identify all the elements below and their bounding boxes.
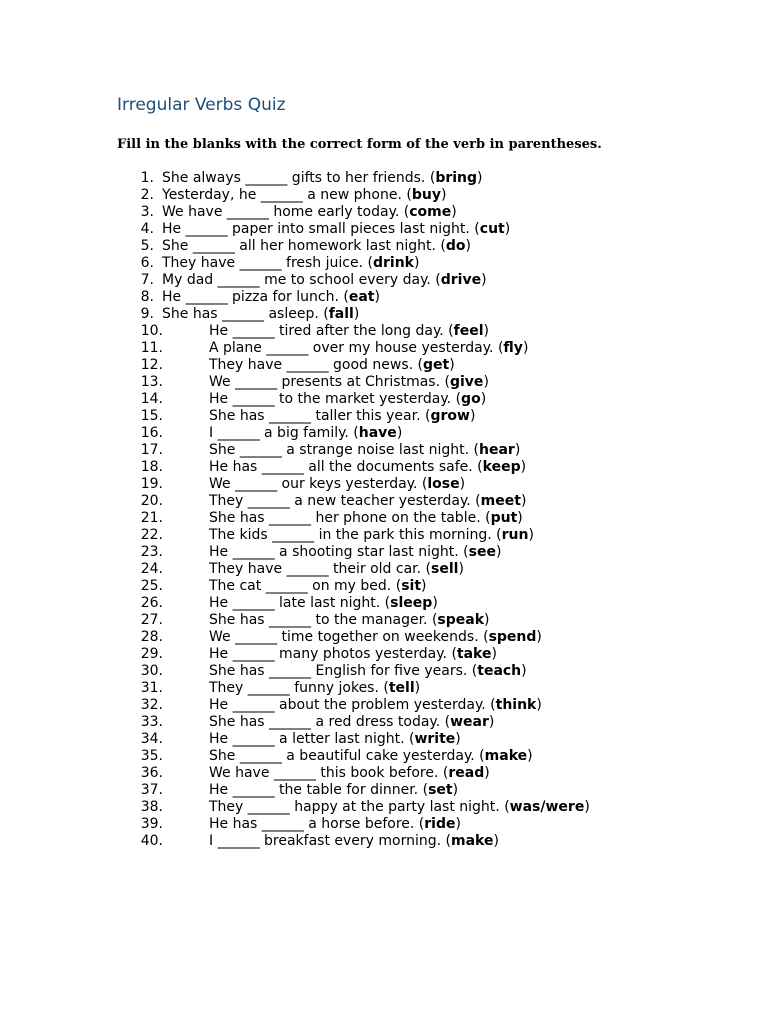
question-verb: spend — [488, 629, 537, 645]
question-text: I ______ a big family. — [209, 425, 349, 441]
question-text: He ______ the table for dinner. — [209, 782, 419, 798]
question-sentence: He ______ pizza for lunch. (eat) — [162, 289, 380, 305]
question-sentence: My dad ______ me to school every day. (drive) — [162, 272, 487, 288]
question-text: The kids ______ in the park this morning. — [209, 527, 492, 543]
question-text: He ______ many photos yesterday. — [209, 646, 447, 662]
question-number: 10. — [140, 323, 163, 339]
question-sentence: She ______ a strange noise last night. (hear) — [209, 442, 521, 458]
question-sentence: They have ______ good news. (get) — [209, 357, 455, 373]
question-sentence: They ______ happy at the party last night. (was/were) — [209, 799, 590, 815]
question-text: They ______ funny jokes. — [209, 680, 379, 696]
question-sentence: She ______ a beautiful cake yesterday. (make) — [209, 748, 533, 764]
question-verb: set — [428, 782, 453, 798]
question-sentence: He has ______ all the documents safe. (keep) — [209, 459, 527, 475]
question-text: Yesterday, he ______ a new phone. — [162, 187, 402, 203]
question-number: 1. — [140, 170, 154, 186]
question-verb: cut — [479, 221, 505, 237]
question-verb: run — [501, 527, 529, 543]
question-sentence: He ______ late last night. (sleep) — [209, 595, 438, 611]
question-number: 33. — [140, 714, 163, 730]
question-number: 4. — [140, 221, 154, 237]
question-sentence: He ______ the table for dinner. (set) — [209, 782, 459, 798]
question-verb: give — [449, 374, 484, 390]
question-number: 14. — [140, 391, 163, 407]
question-sentence: She ______ all her homework last night. (do) — [162, 238, 471, 254]
question-number: 18. — [140, 459, 163, 475]
question-verb: lose — [427, 476, 460, 492]
question-number: 25. — [140, 578, 163, 594]
question-number: 30. — [140, 663, 163, 679]
question-sentence: She has ______ English for five years. (teach) — [209, 663, 527, 679]
question-number: 12. — [140, 357, 163, 373]
question-text: They have ______ good news. — [209, 357, 414, 373]
question-verb: drive — [440, 272, 482, 288]
question-text: They have ______ fresh juice. — [162, 255, 364, 271]
question-verb: sit — [401, 578, 422, 594]
question-sentence: She has ______ taller this year. (grow) — [209, 408, 476, 424]
question-sentence: We ______ our keys yesterday. (lose) — [209, 476, 466, 492]
question-number: 32. — [140, 697, 163, 713]
question-sentence: He ______ a shooting star last night. (see) — [209, 544, 502, 560]
question-sentence: A plane ______ over my house yesterday. (fly) — [209, 340, 529, 356]
question-text: A plane ______ over my house yesterday. — [209, 340, 494, 356]
question-sentence: The cat ______ on my bed. (sit) — [209, 578, 427, 594]
question-verb: write — [414, 731, 456, 747]
question-text: He ______ about the problem yesterday. — [209, 697, 486, 713]
question-number: 39. — [140, 816, 163, 832]
question-sentence: We have ______ home early today. (come) — [162, 204, 457, 220]
question-verb: feel — [453, 323, 484, 339]
question-verb: do — [445, 238, 466, 254]
question-sentence: He ______ tired after the long day. (feel) — [209, 323, 489, 339]
question-verb: read — [448, 765, 485, 781]
question-number: 38. — [140, 799, 163, 815]
question-text: She always ______ gifts to her friends. — [162, 170, 426, 186]
question-number: 20. — [140, 493, 163, 509]
question-sentence: They ______ a new teacher yesterday. (meet) — [209, 493, 527, 509]
question-verb: buy — [411, 187, 441, 203]
question-verb: put — [490, 510, 518, 526]
question-number: 28. — [140, 629, 163, 645]
question-text: She has ______ a red dress today. — [209, 714, 441, 730]
question-sentence: She has ______ her phone on the table. (put) — [209, 510, 523, 526]
question-number: 27. — [140, 612, 163, 628]
question-verb: teach — [477, 663, 522, 679]
question-verb: tell — [388, 680, 415, 696]
question-number: 17. — [140, 442, 163, 458]
question-sentence: She has ______ asleep. (fall) — [162, 306, 360, 322]
question-verb: sell — [431, 561, 459, 577]
question-verb: eat — [348, 289, 375, 305]
question-number: 8. — [140, 289, 154, 305]
question-verb: speak — [437, 612, 485, 628]
question-number: 6. — [140, 255, 154, 271]
question-number: 11. — [140, 340, 163, 356]
question-text: She has ______ her phone on the table. — [209, 510, 481, 526]
question-verb: fly — [503, 340, 523, 356]
question-sentence: I ______ a big family. (have) — [209, 425, 403, 441]
question-number: 16. — [140, 425, 163, 441]
question-sentence: They have ______ fresh juice. (drink) — [162, 255, 420, 271]
question-text: He ______ paper into small pieces last night. — [162, 221, 470, 237]
question-sentence: She has ______ a red dress today. (wear) — [209, 714, 495, 730]
question-number: 5. — [140, 238, 154, 254]
question-verb: meet — [480, 493, 521, 509]
question-text: He ______ tired after the long day. — [209, 323, 444, 339]
question-text: My dad ______ me to school every day. — [162, 272, 431, 288]
question-verb: go — [461, 391, 481, 407]
question-number: 15. — [140, 408, 163, 424]
question-number: 34. — [140, 731, 163, 747]
question-sentence: He ______ to the market yesterday. (go) — [209, 391, 487, 407]
question-sentence: We ______ presents at Christmas. (give) — [209, 374, 489, 390]
question-number: 13. — [140, 374, 163, 390]
question-text: She ______ a beautiful cake yesterday. — [209, 748, 475, 764]
question-verb: make — [484, 748, 528, 764]
question-text: She has ______ to the manager. — [209, 612, 428, 628]
question-verb: drink — [372, 255, 414, 271]
question-text: She has ______ asleep. — [162, 306, 319, 322]
question-number: 37. — [140, 782, 163, 798]
question-number: 9. — [140, 306, 154, 322]
question-sentence: We ______ time together on weekends. (spend) — [209, 629, 542, 645]
question-verb: grow — [430, 408, 470, 424]
quiz-title: Irregular Verbs Quiz — [117, 95, 286, 115]
question-text: We ______ our keys yesterday. — [209, 476, 418, 492]
question-verb: wear — [450, 714, 489, 730]
question-sentence: The kids ______ in the park this morning. (run) — [209, 527, 534, 543]
question-text: I ______ breakfast every morning. — [209, 833, 442, 849]
question-verb: was/were — [509, 799, 585, 815]
question-number: 22. — [140, 527, 163, 543]
question-text: He ______ pizza for lunch. — [162, 289, 339, 305]
question-verb: get — [422, 357, 450, 373]
question-number: 19. — [140, 476, 163, 492]
question-sentence: He ______ about the problem yesterday. (think) — [209, 697, 542, 713]
question-sentence: She has ______ to the manager. (speak) — [209, 612, 490, 628]
question-verb: have — [358, 425, 397, 441]
question-sentence: He ______ many photos yesterday. (take) — [209, 646, 497, 662]
question-text: He ______ to the market yesterday. — [209, 391, 452, 407]
question-number: 3. — [140, 204, 154, 220]
question-number: 26. — [140, 595, 163, 611]
question-number: 35. — [140, 748, 163, 764]
question-text: She ______ all her homework last night. — [162, 238, 436, 254]
question-text: She has ______ taller this year. — [209, 408, 421, 424]
question-text: She ______ a strange noise last night. — [209, 442, 470, 458]
question-text: We have ______ this book before. — [209, 765, 439, 781]
question-sentence: He has ______ a horse before. (ride) — [209, 816, 461, 832]
question-number: 2. — [140, 187, 154, 203]
question-verb: take — [456, 646, 492, 662]
question-verb: see — [468, 544, 496, 560]
question-number: 7. — [140, 272, 154, 288]
question-sentence: He ______ a letter last night. (write) — [209, 731, 461, 747]
question-sentence: I ______ breakfast every morning. (make) — [209, 833, 499, 849]
question-text: We ______ presents at Christmas. — [209, 374, 441, 390]
question-sentence: We have ______ this book before. (read) — [209, 765, 490, 781]
question-verb: keep — [482, 459, 521, 475]
question-sentence: They have ______ their old car. (sell) — [209, 561, 464, 577]
question-verb: ride — [424, 816, 456, 832]
question-text: He ______ late last night. — [209, 595, 381, 611]
question-text: The cat ______ on my bed. — [209, 578, 392, 594]
question-sentence: Yesterday, he ______ a new phone. (buy) — [162, 187, 447, 203]
question-verb: think — [495, 697, 537, 713]
question-number: 23. — [140, 544, 163, 560]
question-text: She has ______ English for five years. — [209, 663, 468, 679]
question-verb: sleep — [390, 595, 433, 611]
question-number: 24. — [140, 561, 163, 577]
question-number: 31. — [140, 680, 163, 696]
question-number: 36. — [140, 765, 163, 781]
question-verb: come — [409, 204, 452, 220]
question-text: They ______ a new teacher yesterday. — [209, 493, 471, 509]
question-text: They ______ happy at the party last night. — [209, 799, 500, 815]
question-number: 40. — [140, 833, 163, 849]
question-sentence: They ______ funny jokes. (tell) — [209, 680, 421, 696]
question-text: We ______ time together on weekends. — [209, 629, 479, 645]
question-verb: make — [451, 833, 494, 849]
question-text: We have ______ home early today. — [162, 204, 400, 220]
question-verb: hear — [479, 442, 515, 458]
question-text: He ______ a shooting star last night. — [209, 544, 459, 560]
quiz-instructions: Fill in the blanks with the correct form of the verb in parentheses. — [117, 137, 602, 152]
question-sentence: She always ______ gifts to her friends. (bring) — [162, 170, 483, 186]
question-text: He has ______ all the documents safe. — [209, 459, 473, 475]
question-verb: bring — [435, 170, 478, 186]
question-sentence: He ______ paper into small pieces last night. (cut) — [162, 221, 511, 237]
question-number: 29. — [140, 646, 163, 662]
question-verb: fall — [328, 306, 354, 322]
question-text: He has ______ a horse before. — [209, 816, 415, 832]
question-text: He ______ a letter last night. — [209, 731, 405, 747]
question-text: They have ______ their old car. — [209, 561, 422, 577]
question-number: 21. — [140, 510, 163, 526]
